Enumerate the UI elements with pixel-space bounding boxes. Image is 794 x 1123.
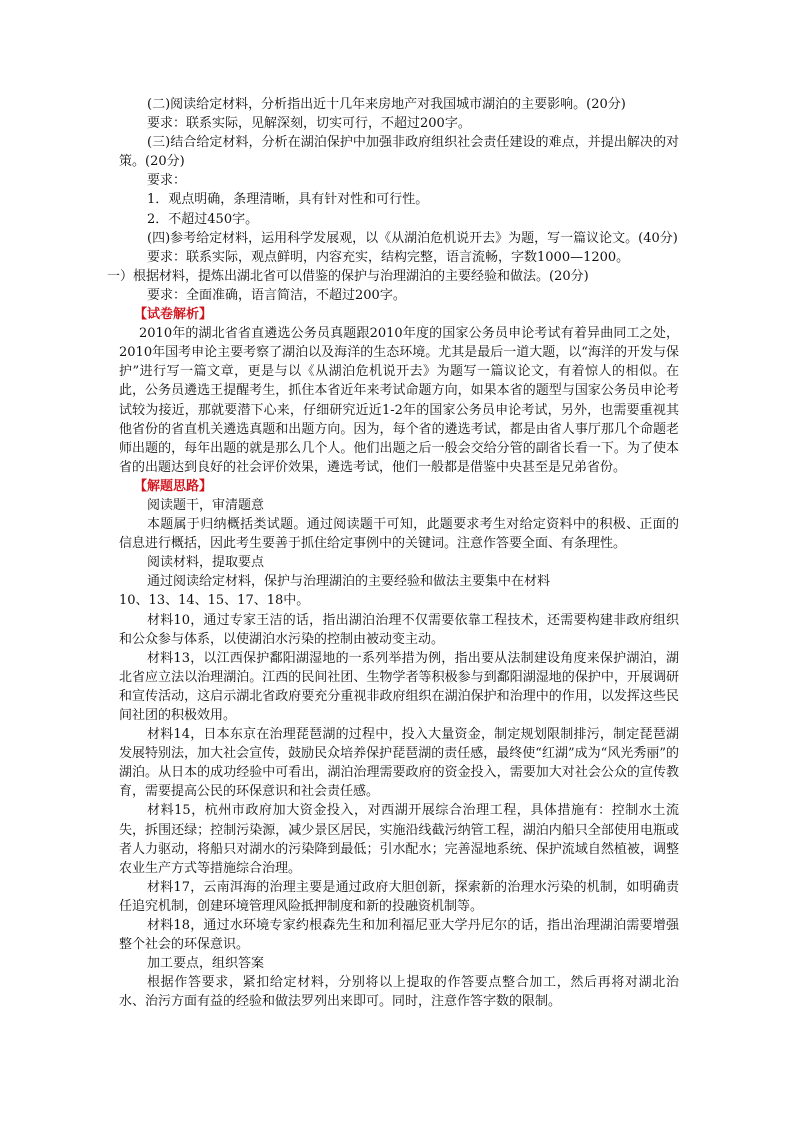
step-3-heading: 加工要点，组织答案 [147,956,265,972]
step-2-heading: 阅读材料，提取要点 [147,555,265,571]
material-14-paragraph: 材料14，日本东京在治理琵琶湖的过程中，投入大量资金，制定规划限制排污，制定琵琶湖发展特别法，加大社会宣传，鼓励民众培养保护琵琶湖的责任感，最终使“红湖”成为“风光秀丽”的湖泊。从日本的成功经验中可看出，湖泊治理需要政府的资金投入，需要加大对社会公众的宣传教育，需要提高公民的环保意识和社会责任感。 [119,727,679,800]
material-10-paragraph: 材料10，通过专家王洁的话，指出湖泊治理不仅需要依靠工程技术，还需要构建非政府组织和公众参与体系，以使湖泊水污染的控制由被动变主动。 [119,612,679,647]
material-13-paragraph: 材料13，以江西保护鄱阳湖湿地的一系列举措为例，指出要从法制建设角度来保护湖泊，湖北省应立法以治理湖泊。江西的民间社团、生物学者等积极参与到鄱阳湖湿地的保护中，开展调研和宣传活动，这启示湖北省政府要充分重视非政府组织在湖泊保护和治理中的作用，以发挥这些民间社团的积极效用。 [119,650,679,723]
question-3: (三)结合给定材料，分析在湖泊保护中加强非政府组织社会责任建设的难点，并提出解决的对策。(20分) [119,135,679,170]
question-1-requirement: 要求：全面准确，语言简洁，不超过200字。 [147,287,406,303]
step-3-paragraph: 根据作答要求，紧扣给定材料，分别将以上提取的作答要点整合加工，然后再将对湖北治水、治污方面有益的经验和做法罗列出来即可。同时，注意作答字数的限制。 [119,975,679,1010]
step-2-paragraph-b: 10、13、14、15、17、18中。 [119,593,310,609]
document-body [107,95,679,1012]
question-2: (二)阅读给定材料，分析指出近十几年来房地产对我国城市湖泊的主要影响。(20分) [147,97,626,112]
solution-idea-heading: 【解题思路】 [134,478,213,494]
step-1-paragraph: 本题属于归纳概括类试题。通过阅读题干可知，此题要求考生对给定资料中的积极、正面的信息进行概括，因此考生要善于抓住给定事例中的关键词。注意作答要全面、有条理性。 [119,517,679,552]
step-1-heading: 阅读题干，审清题意 [147,497,265,513]
question-4-requirement: 要求：联系实际，观点鲜明，内容充实，结构完整，语言流畅，字数1000—1200。 [147,249,630,265]
question-1: 一）根据材料，提炼出湖北省可以借鉴的保护与治理湖泊的主要经验和做法。(20分) [107,268,589,284]
material-15-paragraph: 材料15，杭州市政府加大资金投入，对西湖开展综合治理工程，具体措施有：控制水土流失，拆围还绿；控制污染源，减少景区居民，实施沿线截污纳管工程，湖泊内船只全部使用电瓶或者人力驱动，将船只对湖水的污染降到最低；引水配水；完善湿地系统、保护流域自然植被，调整农业生产方式等措施综合治理。 [119,803,679,876]
analysis-paragraph: 2010年的湖北省省直遴选公务员真题跟2010年度的国家公务员申论考试有着异曲同工之处，2010年国考申论主要考察了湖泊以及海洋的生态环境。尤其是最后一道大题，以“海洋的开发与保护”进行写一篇文章，更是与以《从湖泊危机说开去》为题写一篇议论文，有着惊人的相似。在此，公务员遴选王提醒考生，抓住本省近年来考试命题方向，如果本省的题型与国家公务员申论考试较为接近，那就要潜下心来，仔细研究近近1-2年的国家公务员申论考试，另外，也需要重视其他省份的省直机关遴选真题和出题方向。因为，每个省的遴选考试，都是由省人事厅那几个命题老师出题的，每年出题的就是那么几个人。他们出题之后一般会交给分管的副省长看一下。为了使本省的出题达到良好的社会评价效果，遴选考试，他们一般都是借鉴中央甚至是兄弟省份。 [119,326,679,475]
question-3-requirement-2: 2．不超过450字。 [147,211,259,227]
analysis-heading: 【试卷解析】 [134,307,213,323]
question-3-requirement-1: 1．观点明确，条理清晰，具有针对性和可行性。 [147,192,429,208]
step-2-paragraph-a: 通过阅读给定材料，保护与治理湖泊的主要经验和做法主要集中在材料 [147,574,551,590]
question-4: (四)参考给定材料，运用科学发展观，以《从湖泊危机说开去》为题，写一篇议论文。(40分) [147,230,678,246]
question-2-requirement: 要求：联系实际，见解深刻，切实可行，不超过200字。 [147,116,471,132]
material-18-paragraph: 材料18，通过水环境专家约根森先生和加利福尼亚大学丹尼尔的话，指出治理湖泊需要增强整个社会的环保意识。 [119,918,679,953]
material-17-paragraph: 材料17，云南洱海的治理主要是通过政府大胆创新，探索新的治理水污染的机制，如明确责任追究机制，创建环境管理风险抵押制度和新的投融资机制等。 [119,879,679,914]
question-3-requirement-heading: 要求： [147,173,187,189]
